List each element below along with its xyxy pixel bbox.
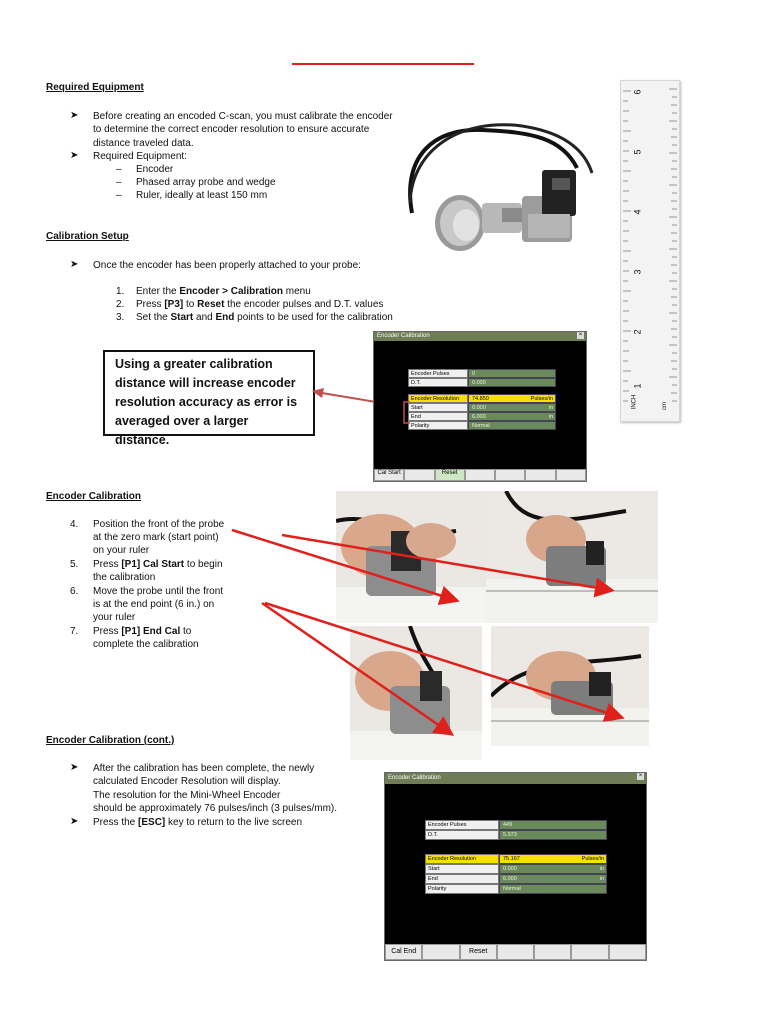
function-key-button[interactable] <box>571 944 608 960</box>
heading-encoder-calibration-cont: Encoder Calibration (cont.) <box>46 735 175 746</box>
ruler-inch-label: 5 <box>632 149 643 155</box>
setup-step-2: 2. Press [P3] to Reset the encoder pulses and D.T. values <box>116 299 384 310</box>
ruler-unit-inch: INCH <box>631 394 638 410</box>
calib-step-6-line: your ruler <box>93 612 136 623</box>
field-polarity[interactable]: Polarity Normal <box>425 884 607 894</box>
field-dt[interactable]: D.T. 0.000 <box>408 378 556 387</box>
ruler-inch-label: 3 <box>632 269 643 275</box>
screen-title-bar: Encoder Calibration × <box>374 332 586 341</box>
function-key-bar <box>385 944 646 960</box>
function-key-button[interactable] <box>422 944 459 960</box>
callout-calibration-distance: Using a greater calibration distance will increase encoder resolution accuracy as error is averaged over a larger distance. <box>103 350 315 436</box>
heading-calibration-setup: Calibration Setup <box>46 231 129 242</box>
field-encoder-resolution[interactable]: Encoder Resolution 74.850 Pulses/in <box>408 394 556 403</box>
calib-step-5: 5. Press [P1] Cal Start to begin <box>70 559 223 570</box>
calib-step-6-line: is at the end point (6 in.) on <box>93 599 215 610</box>
field-dt[interactable]: D.T. 5.973 <box>425 830 607 840</box>
bullet-result-text: After the calibration has been complete, the newly calculated Encoder Resolution will display. The resolution for the Mini-Wheel Encoder should be approximately 76 pulses/inch (3 pulses/mm). <box>93 763 338 815</box>
calib-step-6: 6. Move the probe until the front <box>70 586 224 597</box>
bullet-calibrate-text: Before creating an encoded C-scan, you must calibrate the encoder to determine the correct encoder resolution to ensure accurate distance traveled data. <box>93 111 393 149</box>
bullet-arrow-icon: ➤ <box>70 110 79 121</box>
field-encoder-pulses[interactable]: Encoder Pulses 449 <box>425 820 607 830</box>
bullet-setup-text: Once the encoder has been properly attached to your probe: <box>93 260 361 271</box>
encoder-calibration-screen-2 <box>384 772 647 961</box>
reset-button[interactable]: Reset <box>435 469 465 481</box>
function-key-button[interactable] <box>534 944 571 960</box>
bullet-arrow-icon: ➤ <box>70 762 79 773</box>
heading-required-equipment: Required Equipment <box>46 82 144 93</box>
bullet-arrow-icon: ➤ <box>70 816 79 827</box>
field-encoder-resolution[interactable]: Encoder Resolution 75.167 Pulses/in <box>425 854 607 864</box>
field-end[interactable]: End 6.000 in <box>425 874 607 884</box>
field-polarity[interactable]: Polarity Normal <box>408 421 556 430</box>
bullet-esc-text: Press the [ESC] key to return to the live screen <box>93 817 302 828</box>
calib-step-7-line: complete the calibration <box>93 639 199 650</box>
close-icon[interactable]: × <box>638 773 643 779</box>
close-icon[interactable]: × <box>578 332 583 338</box>
screen-title-bar: Encoder Calibration × <box>385 773 646 784</box>
bullet-arrow-icon: ➤ <box>70 259 79 270</box>
cal-end-button[interactable]: Cal End <box>385 944 422 960</box>
calib-step-4: 4. Position the front of the probe <box>70 519 225 530</box>
calib-step-5-line: the calibration <box>93 572 156 583</box>
cal-start-button[interactable]: Cal Start <box>374 469 404 481</box>
setup-step-3: 3. Set the Start and End points to be used for the calibration <box>116 312 393 323</box>
ruler-inch-label: 6 <box>632 89 643 95</box>
function-key-button[interactable] <box>609 944 646 960</box>
field-encoder-pulses[interactable]: Encoder Pulses 0 <box>408 369 556 378</box>
ruler-inch-label: 2 <box>632 329 643 335</box>
setup-step-1: 1. Enter the Encoder > Calibration menu <box>116 286 311 297</box>
field-end[interactable]: End 6.000 in <box>408 412 556 421</box>
bullet-arrow-icon: ➤ <box>70 150 79 161</box>
calib-step-4-line: on your ruler <box>93 545 150 556</box>
heading-encoder-calibration: Encoder Calibration <box>46 491 142 502</box>
bullet-required-equipment: Required Equipment: <box>93 151 187 162</box>
field-start[interactable]: Start 0.000 in <box>425 864 607 874</box>
calib-step-4-line: at the zero mark (start point) <box>93 532 219 543</box>
equipment-item: – Ruler, ideally at least 150 mm <box>116 190 268 201</box>
equipment-item: – Phased array probe and wedge <box>116 177 276 188</box>
equipment-item: – Encoder <box>116 164 174 175</box>
ruler-inch-label: 4 <box>632 209 643 215</box>
function-key-button[interactable] <box>497 944 534 960</box>
field-start[interactable]: Start 0.000 in <box>408 403 556 412</box>
ruler-inch-label: 1 <box>632 383 643 389</box>
reset-button[interactable]: Reset <box>460 944 497 960</box>
ruler-unit-cm: cm <box>662 402 668 410</box>
calib-step-7: 7. Press [P1] End Cal to <box>70 626 192 637</box>
